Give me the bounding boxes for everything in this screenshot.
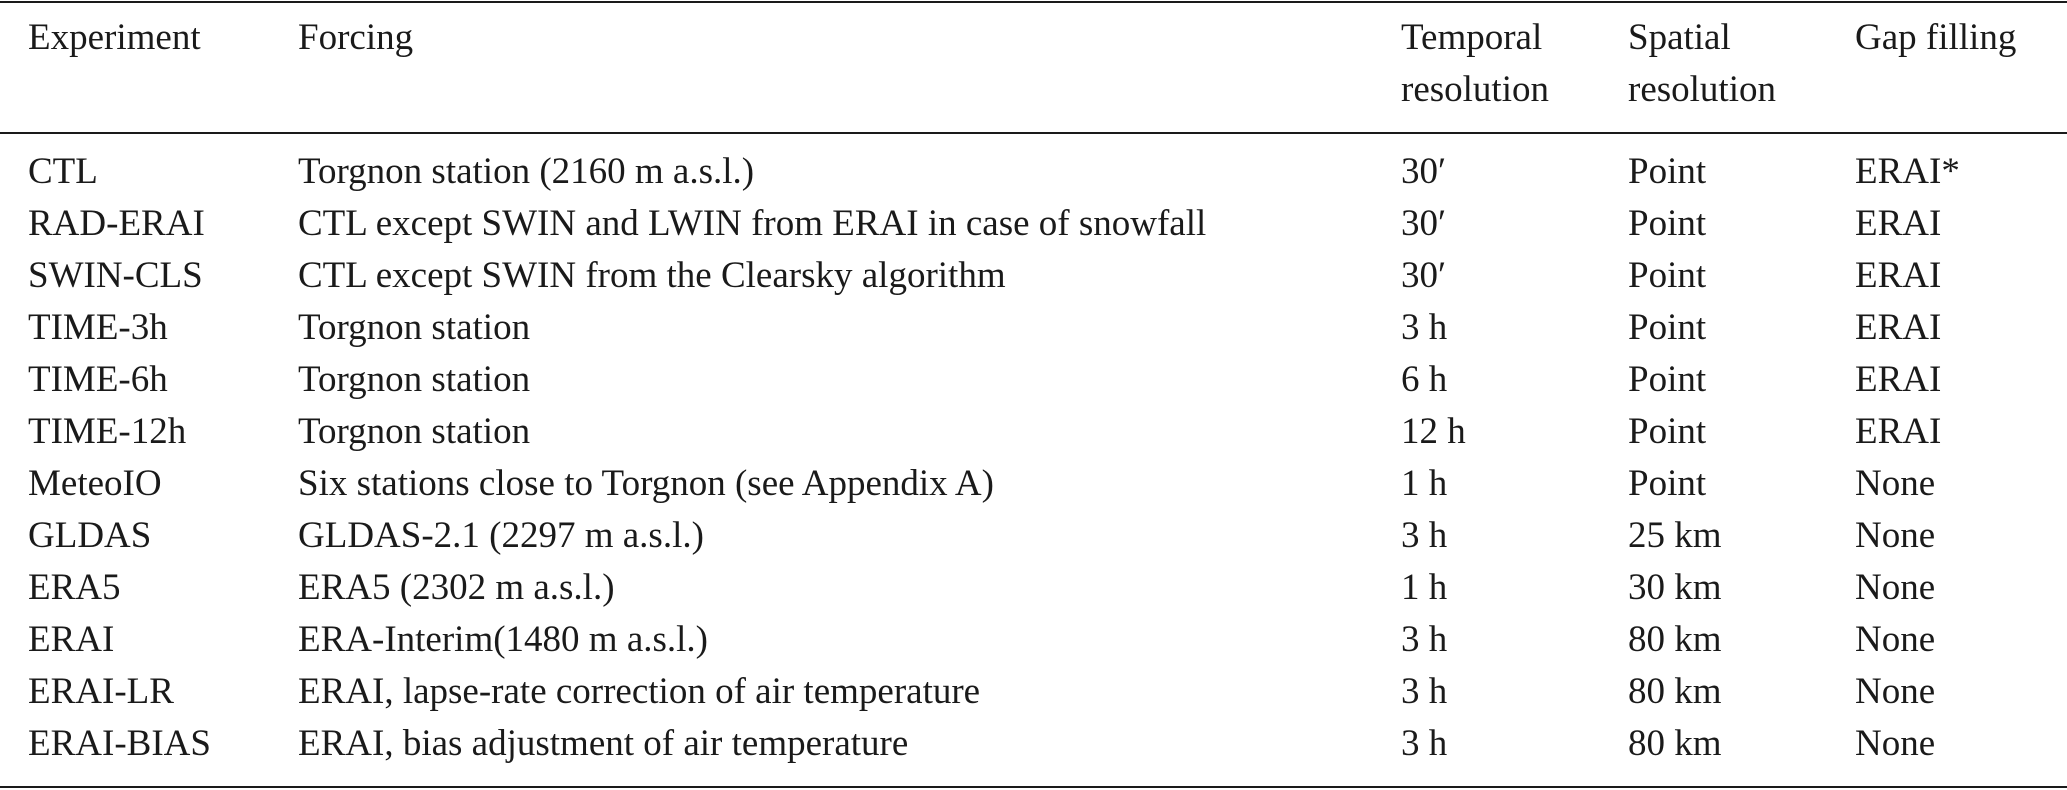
cell-temporal: 3 h: [1401, 671, 1448, 712]
cell-gap-filling: ERAI: [1855, 307, 1942, 348]
cell-experiment: ERA5: [28, 567, 121, 608]
header-experiment: Experiment: [28, 17, 201, 58]
header-spatial: [1628, 12, 1776, 116]
cell-gap-filling: ERAI: [1855, 359, 1942, 400]
table-row: [0, 302, 2067, 354]
header-gap-filling: Gap filling: [1855, 17, 2017, 58]
cell-spatial: Point: [1628, 307, 1707, 348]
cell-temporal: 1 h: [1401, 463, 1448, 504]
cell-experiment: RAD-ERAI: [28, 203, 205, 244]
header-temporal: [1401, 12, 1549, 116]
cell-temporal: 30′: [1401, 203, 1447, 244]
cell-forcing: ERAI, bias adjustment of air temperature: [298, 723, 909, 764]
cell-temporal: 30′: [1401, 255, 1447, 296]
cell-forcing: GLDAS-2.1 (2297 m a.s.l.): [298, 515, 704, 556]
cell-temporal: 3 h: [1401, 307, 1448, 348]
cell-spatial: 80 km: [1628, 671, 1722, 712]
table-row: [0, 718, 2067, 770]
cell-gap-filling: None: [1855, 723, 1936, 764]
cell-temporal: 12 h: [1401, 411, 1466, 452]
top-rule: [0, 1, 2067, 3]
table-row: [0, 458, 2067, 510]
header-rule: [0, 132, 2067, 134]
cell-experiment: GLDAS: [28, 515, 152, 556]
cell-spatial: 80 km: [1628, 619, 1722, 660]
cell-spatial: Point: [1628, 203, 1707, 244]
cell-experiment: TIME-12h: [28, 411, 187, 452]
cell-experiment: MeteoIO: [28, 463, 162, 504]
cell-spatial: 25 km: [1628, 515, 1722, 556]
cell-spatial: Point: [1628, 463, 1707, 504]
cell-spatial: 30 km: [1628, 567, 1722, 608]
table-row: [0, 666, 2067, 718]
cell-forcing: Six stations close to Torgnon (see Appendix A): [298, 463, 994, 504]
header-temporal-line1: Temporal: [1401, 17, 1543, 58]
table-row: [0, 614, 2067, 666]
cell-spatial: Point: [1628, 151, 1707, 192]
table-row: [0, 354, 2067, 406]
cell-experiment: ERAI-BIAS: [28, 723, 211, 764]
header-forcing: Forcing: [298, 17, 414, 58]
header-spatial-line2: resolution: [1628, 69, 1776, 110]
cell-forcing: Torgnon station: [298, 359, 531, 400]
cell-temporal: 30′: [1401, 151, 1447, 192]
cell-temporal: 3 h: [1401, 619, 1448, 660]
cell-gap-filling: None: [1855, 671, 1936, 712]
cell-experiment: CTL: [28, 151, 98, 192]
table-row: [0, 406, 2067, 458]
cell-experiment: TIME-3h: [28, 307, 168, 348]
header-temporal-line2: resolution: [1401, 69, 1549, 110]
table-row: [0, 250, 2067, 302]
table-row: [0, 510, 2067, 562]
cell-forcing: Torgnon station (2160 m a.s.l.): [298, 151, 755, 192]
cell-gap-filling: None: [1855, 567, 1936, 608]
cell-forcing: CTL except SWIN and LWIN from ERAI in case of snowfall: [298, 203, 1207, 244]
cell-forcing: ERAI, lapse-rate correction of air temperature: [298, 671, 981, 712]
cell-experiment: SWIN-CLS: [28, 255, 203, 296]
cell-temporal: 3 h: [1401, 723, 1448, 764]
cell-forcing: ERA-Interim(1480 m a.s.l.): [298, 619, 708, 660]
cell-gap-filling: ERAI*: [1855, 151, 1960, 192]
table-row: [0, 146, 2067, 198]
cell-spatial: Point: [1628, 411, 1707, 452]
cell-experiment: ERAI-LR: [28, 671, 174, 712]
cell-forcing: Torgnon station: [298, 307, 531, 348]
cell-temporal: 6 h: [1401, 359, 1448, 400]
cell-experiment: TIME-6h: [28, 359, 168, 400]
table-row: [0, 562, 2067, 614]
cell-spatial: Point: [1628, 359, 1707, 400]
cell-forcing: CTL except SWIN from the Clearsky algorithm: [298, 255, 1006, 296]
cell-gap-filling: None: [1855, 619, 1936, 660]
cell-spatial: Point: [1628, 255, 1707, 296]
cell-gap-filling: ERAI: [1855, 411, 1942, 452]
bottom-rule: [0, 786, 2067, 788]
cell-gap-filling: ERAI: [1855, 255, 1942, 296]
cell-gap-filling: ERAI: [1855, 203, 1942, 244]
cell-temporal: 1 h: [1401, 567, 1448, 608]
header-spatial-line1: Spatial: [1628, 17, 1731, 58]
cell-forcing: ERA5 (2302 m a.s.l.): [298, 567, 615, 608]
cell-temporal: 3 h: [1401, 515, 1448, 556]
cell-experiment: ERAI: [28, 619, 115, 660]
cell-forcing: Torgnon station: [298, 411, 531, 452]
cell-gap-filling: None: [1855, 463, 1936, 504]
cell-spatial: 80 km: [1628, 723, 1722, 764]
cell-gap-filling: None: [1855, 515, 1936, 556]
table-row: [0, 198, 2067, 250]
